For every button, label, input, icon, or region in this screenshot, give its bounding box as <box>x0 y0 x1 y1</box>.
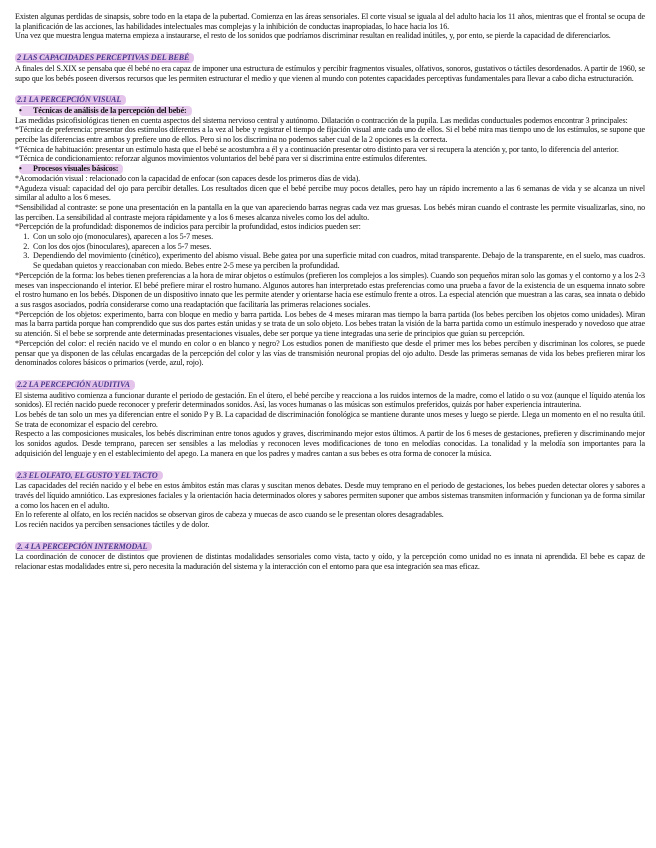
list-item: 3. Dependiendo del movimiento (cinético), experimento del abismo visual. Bebe gatea por una superficie mitad con cuadros, mitad transparente. Debajo de la transparente, en el suelo, mas cuadros. Se quedaban quietos y reaccionaban con miedo. Bebes entre 2-5 mese ya perciben la profundidad. <box>31 251 645 270</box>
section-paragraph: Las capacidades del recién nacido y el bebe en estos ámbitos están mas claras y suscitan menos debates. Desde muy temprano en el periodo de gestaciones, los bebes pueden detectar olores y sabores a través del líquido amniótico. Las expresiones faciales y la orientación hacia determinados olores y sabores permiten suponer que ambos sistemas transmiten información y funcionan ya de forma similar a como los hacen en el adulto. <box>15 481 645 510</box>
subheading-procesos-label: Procesos visuales básicos: <box>33 164 119 174</box>
section-heading-olfato-gusto-tacto: 2.3 EL OLFATO, EL GUSTO Y EL TACTO <box>15 471 163 481</box>
section-paragraph: Los bebés de tan solo un mes ya diferencian entre el sonido P y B. La capacidad de discriminación fonológica se mantiene durante unos meses y luego se pierde. Llega un momento en el no resulta útil. Se trata de economizar el espacio del cerebro. <box>15 410 645 429</box>
document-page <box>15 12 645 572</box>
section-paragraph: *Acomodación visual : relacionado con la capacidad de enfocar (son capaces desde los primeros días de vida). <box>15 173 361 183</box>
section-paragraph: *Técnica de preferencia: presentar dos estímulos diferentes a la vez al bebe y registrar el tiempo de fijación visual ante cada uno de ellos. Si el bebé mira mas tiempo uno de los estímulos, se supone que percibe las diferencias entre ambos y prefiere uno de ellos. Pero si no los discrimina no podemos saber cual de la 2 opciones es la correcta. <box>15 125 645 145</box>
section-paragraph: En lo referente al olfato, en los recién nacidos se observan giros de cabeza y muecas de asco cuando se le presentan olores desagradables. <box>15 510 444 520</box>
section-paragraph: El sistema auditivo comienza a funcionar durante el periodo de gestación. En el útero, el bebé percibe y reacciona a los ruidos internos de la madre, como el latido o su voz (aunque el líquido atenúa los sonidos). El recién nacido puede reconocer y preferir determinados sonidos. Así, las voces humanas o las músicas son estímulos preferidos, quizás por haber experiencia intrauterina. <box>15 390 645 410</box>
section-paragraph: A finales del S.XIX se pensaba que él bebé no era capaz de imponer una estructura de estímulos y percibir fragmentos visuales, olfativos, sonoros, gustativos o táctiles desordenados. A partir de 1960, se supo que los bebés poseen diversos recursos que les permiten estructurar el medio y que vienen al mundo con potentes capacidades perceptivas fundamentales para llevar a cabo dicha estructuración. <box>15 63 645 83</box>
section-paragraph: *Percepción de los objetos: experimento, barra con bloque en medio y barra partida. Los bebes de 4 meses miraran mas tiempo la barra partida (los bebes perciben los objetos como unidades). Miran mas la barra partida porque han comprendido que sus dos partes están unidas y se trata de un solo objeto. Los bebes tratan la visión de la barra partida como un estímulo inesperado y novedoso que atrae su atención. Si el bebe se sorprende ante determinadas presentaciones visuales, debe ser porque ya tiene integradas una serie de principios que guían su percepción. <box>15 309 645 339</box>
section-heading-percepcion-auditiva: 2.2 LA PERCEPCIÓN AUDITIVA <box>15 380 135 390</box>
section-heading-capacidades: 2 LAS CAPACIDADES PERCEPTIVAS DEL BEBÉ <box>15 53 194 63</box>
section-paragraph: *Percepción de la profundidad: disponemos de indicios para percibir la profundidad, estos indicios pueden ser: <box>15 222 361 232</box>
subheading-tecnicas-label: Técnicas de análisis de la percepción del bebé: <box>33 105 187 115</box>
subheading-tecnicas <box>19 106 192 116</box>
section-paragraph: La coordinación de conocer de distintos que provienen de distintas modalidades sensoriales como vista, tacto y oído, y la percepción como unidad no es innata ni aprendida. El bebe es capaz de relacionar estas modalidades entre si, pero necesita la maduración del sistema y la interacción con el entorno para que esa integración sea mas eficaz. <box>15 552 645 572</box>
list-item: 2. Con los dos ojos (binoculares), aparecen a los 5-7 meses. <box>31 242 645 252</box>
subheading-procesos <box>19 164 123 174</box>
section-paragraph: Respecto a las composiciones musicales, los bebés discriminan entre tonos agudos y graves, discriminando mejor estos últimos. A partir de los 6 meses de gestaciones, prefieren y discriminando mejor los sonidos agudos. Desde temprano, parecen ser sensibles a las melodías y reconocen leves modificaciones de tono en melodías conocidas. La tonalidad y la melodía son importantes para la adquisición del lenguaje y en el establecimiento del apego. La manera en que los padres y madres cantan a sus bebes es otra forma de conocer la música. <box>15 429 645 458</box>
section-paragraph: *Técnica de habituación: presentar un estímulo hasta que el bebé se acostumbra a él y a continuación presentar otro distinto para ver si recupera la atención y, por tanto, lo diferencia del anterior. <box>15 144 619 154</box>
section-paragraph: *Técnica de condicionamiento: reforzar algunos movimientos voluntarios del bebé para ver si discrimina entre estímulos diferentes. <box>15 154 427 164</box>
section-heading-percepcion-intermodal: 2. 4 LA PERCEPCIÓN INTERMODAL <box>15 542 152 552</box>
section-paragraph: Las medidas psicofisiológicas tienen en cuenta aspectos del sistema nervioso central y autónomo. Dilatación o contracción de la pupila. Las medidas conductuales podemos encontrar 3 principales: <box>15 115 628 125</box>
list-item: 1. Con un solo ojo (monoculares), aparecen a los 5-7 meses. <box>31 232 645 242</box>
section-paragraph: *Percepción de la forma: los bebes tienen preferencias a la hora de mirar objetos o estímulos (prefieren los complejos a los simples). Cuando son pequeños miran solo las gomas y el contorno y a los 2-3 meses van inspeccionando el interior. El bebé prefiere mirar el rostro humano. Algunos autores han interpretado estas preferencias como una prueba a favor de la existencia de un esquema innato sobre el rostro humano en los bebés. Disponen de un dispositivo innato que les permite atender y orientarse hacia ese estímulo frente a otros. La especial atención que muestran a las caras, sea innata o debido a sus rasgos asociados, podría considerarse como una readaptación que facilitaría las primeras relaciones sociales. <box>15 270 645 309</box>
intro-paragraph: Una vez que muestra lengua materna empieza a instaurarse, el resto de los sonidos que podríamos discriminar resultan en realidad inútiles, y, por ento, se pierde la capacidad de diferenciarlos. <box>15 31 611 41</box>
section-paragraph: *Sensibilidad al contraste: se pone una presentación en la pantalla en la que van apareciendo barras negras cada vez mas gruesas. Los bebés miran cuando el contraste les permite visualizarlas, sino, no las perciben. La sensibilidad al contraste mejora rápidamente y a los 6 meses alcanza niveles como los del adulto. <box>15 202 645 222</box>
section-paragraph: Los recién nacidos ya perciben sensaciones táctiles y de dolor. <box>15 520 210 530</box>
section-heading-percepcion-visual: 2.1 LA PERCEPCIÓN VISUAL <box>15 95 126 105</box>
bullet-icon: • <box>19 164 22 174</box>
section-paragraph: *Percepción del color: el recién nacido ve el mundo en color o en blanco y negro? Los estudios ponen de manifiesto que desde el primer mes los bebes perciben y discriminan los colores, se puede pensar que ya disponen de las células encargadas de la percepción del color y las vías de transmisión neuronal propias del ojo adulto. Desde las primeras semanas de vida los bebes prefieren mirar los denominados colores básicos o primarios (verde, azul, rojo). <box>15 338 645 368</box>
intro-paragraph: Existen algunas perdidas de sinapsis, sobre todo en la etapa de la pubertad. Comienza en las áreas sensoriales. El corte visual se iguala al del adulto hacia los 11 años, mientras que el frontal se ocupa de la planificación de las acciones, las habilidades intelectuales mas complejas y la inhibición de conductas inapropiadas, lo hace hacia los 16. <box>15 12 645 31</box>
section-paragraph: *Agudeza visual: capacidad del ojo para percibir detalles. Los resultados dicen que el bebé percibe muy pocos detalles, pero hay un rápido incremento a las 6 semanas de vida y se alcanza un nivel similar al adulto a los 6 meses. <box>15 183 645 203</box>
depth-cues-list <box>15 232 645 271</box>
bullet-icon: • <box>19 105 22 115</box>
